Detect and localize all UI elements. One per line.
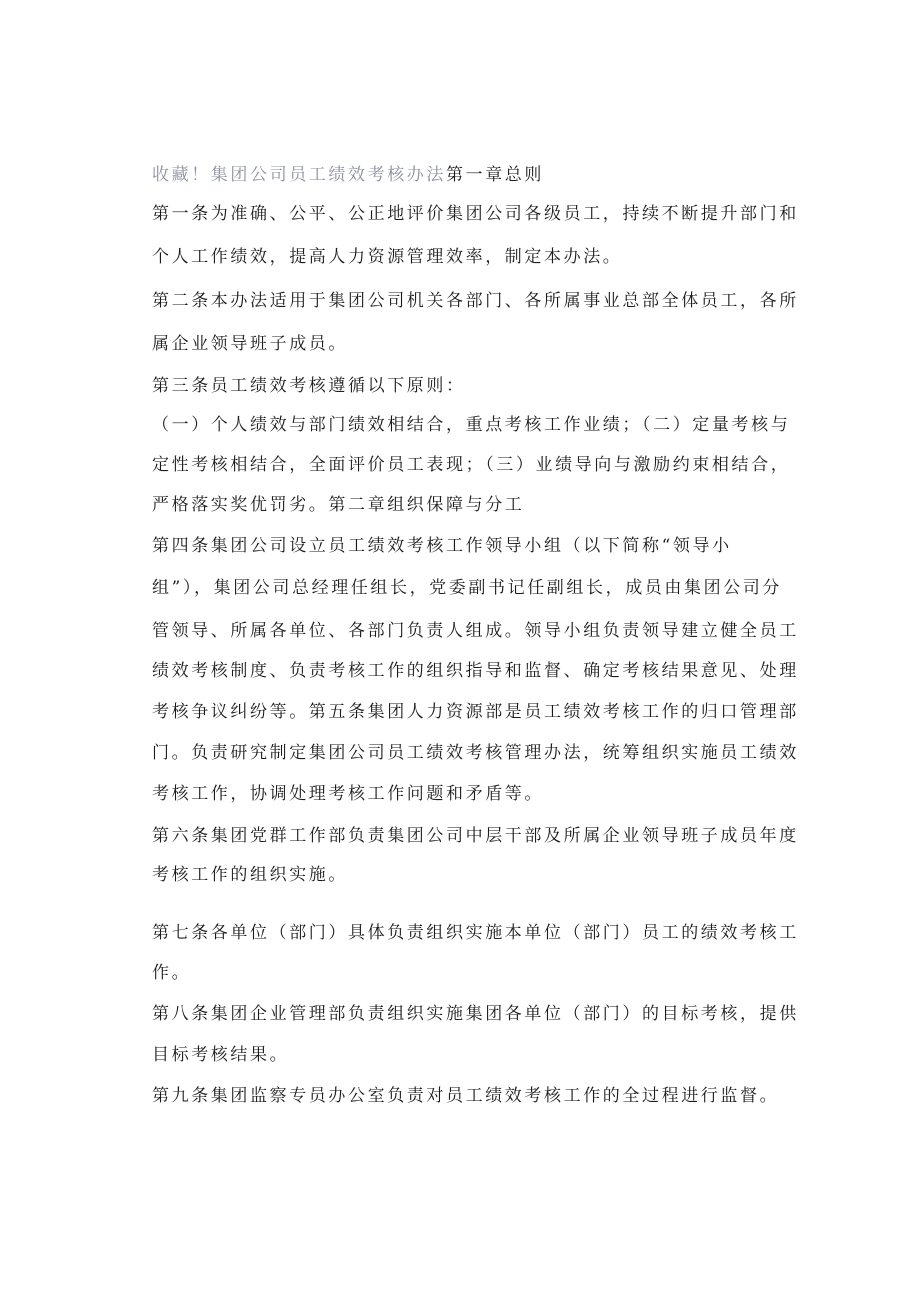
text-line: 属企业领导班子成员。 [152, 334, 348, 354]
text-line: 第一条为准确、公平、公正地评价集团公司各级员工，持续不断提升部门和 [152, 204, 799, 224]
text-line: 第四条集团公司设立员工绩效考核工作领导小组（以下简称“领导小 [152, 536, 732, 556]
text-line: 作。 [152, 963, 192, 983]
text-line: 绩效考核制度、负责考核工作的组织指导和监督、确定考核结果意见、处理 [152, 661, 799, 681]
text-line: 考核工作的组织实施。 [152, 865, 348, 885]
text-line: 考核工作，协调处理考核工作问题和矛盾等。 [152, 784, 544, 804]
text-line: 考核争议纠纷等。第五条集团人力资源部是员工绩效考核工作的归口管理部 [152, 702, 799, 722]
text-line: 第九条集团监察专员办公室负责对员工绩效考核工作的全过程进行监督。 [152, 1086, 780, 1106]
text-line: 第三条员工绩效考核遵循以下原则： [152, 376, 466, 396]
text-line: 第七条各单位（部门）具体负责组织实施本单位（部门）员工的绩效考核工 [152, 923, 799, 943]
text-line: （一）个人绩效与部门绩效相结合，重点考核工作业绩；（二）定量考核与 [152, 415, 791, 435]
text-line: 第八条集团企业管理部负责组织实施集团各单位（部门）的目标考核，提供 [152, 1004, 799, 1024]
document-title [152, 164, 544, 186]
text-line: 严格落实奖优罚劣。第二章组织保障与分工 [152, 495, 525, 515]
title-chapter: 第一章总则 [446, 165, 544, 185]
text-line: 门。负责研究制定集团公司员工绩效考核管理办法，统筹组织实施员工绩效 [152, 743, 799, 763]
text-line: 第二条本办法适用于集团公司机关各部门、各所属事业总部全体员工，各所 [152, 291, 799, 311]
text-line: 管领导、所属各单位、各部门负责人组成。领导小组负责领导建立健全员工 [152, 621, 799, 641]
text-line: 目标考核结果。 [152, 1045, 290, 1065]
text-line: 定性考核相结合，全面评价员工表现；（三）业绩导向与激励约束相结合， [152, 455, 791, 475]
text-line: 组”），集团公司总经理任组长，党委副书记任副组长，成员由集团公司分 [152, 578, 782, 598]
text-line: 第六条集团党群工作部负责集团公司中层干部及所属企业领导班子成员年度 [152, 826, 799, 846]
title-accent: 收藏！集团公司员工绩效考核办法 [152, 165, 446, 185]
text-line: 个人工作绩效，提高人力资源管理效率，制定本办法。 [152, 247, 623, 267]
